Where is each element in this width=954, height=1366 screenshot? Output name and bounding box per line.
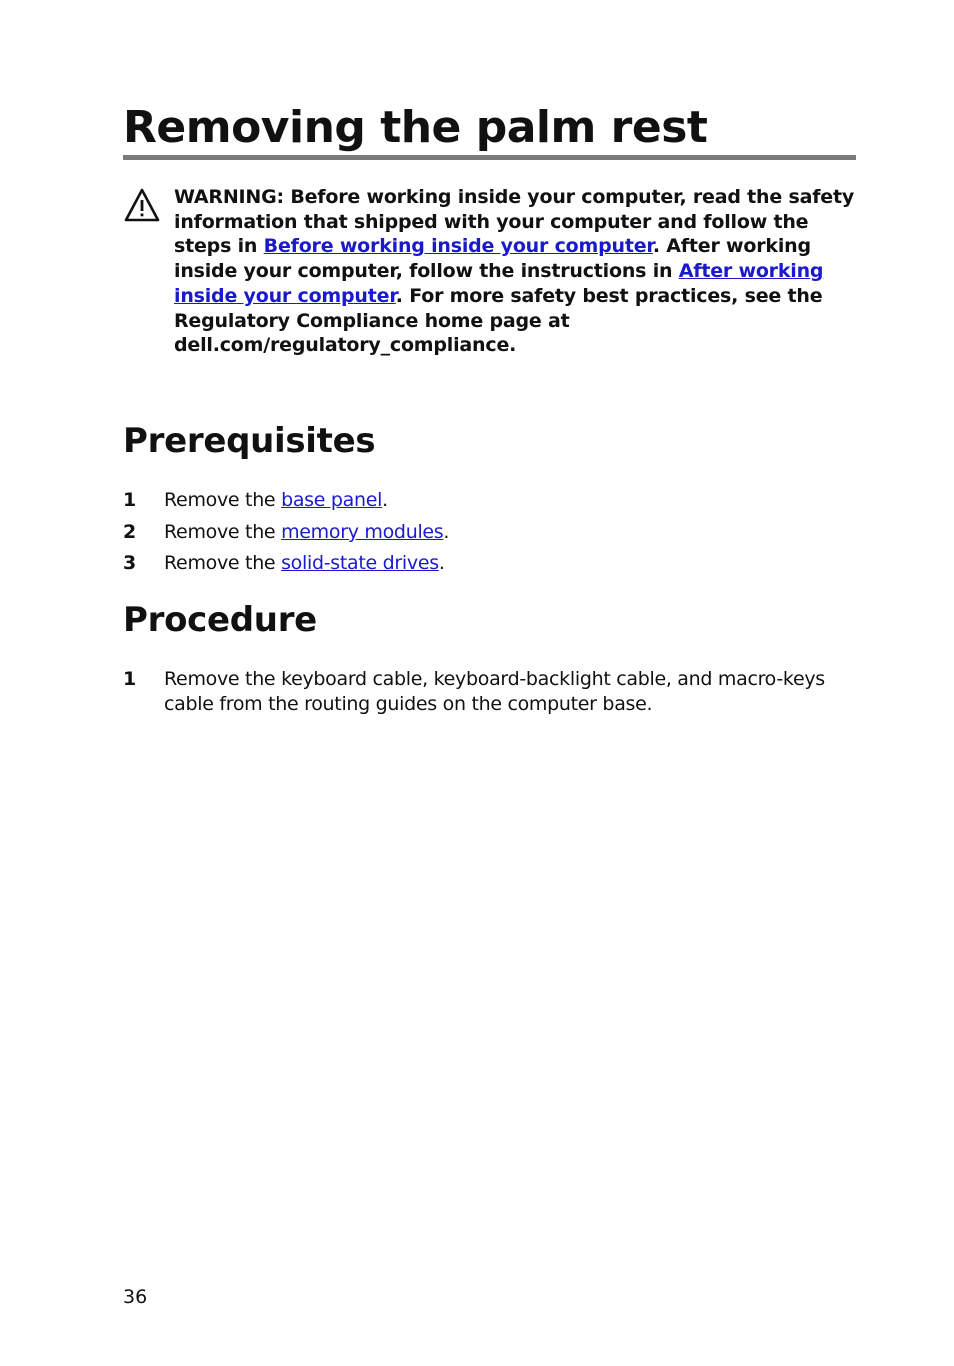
base-panel-link[interactable]: base panel — [281, 489, 383, 511]
title-divider — [123, 155, 856, 160]
step-text — [164, 520, 864, 545]
warning-triangle-icon — [123, 187, 161, 223]
step-number: 3 — [123, 552, 137, 574]
step-text — [164, 551, 864, 576]
step-number: 2 — [123, 521, 137, 543]
step-prefix: Remove the — [164, 552, 282, 574]
warning-text-part: . For more safety best practices, see the Regulatory Compliance home page at dell.com/regulatory_compliance. — [174, 284, 823, 357]
memory-modules-link[interactable]: memory modules — [281, 521, 444, 543]
step-prefix: Remove the — [164, 489, 282, 511]
step-number: 1 — [123, 489, 137, 511]
solid-state-drives-link[interactable]: solid-state drives — [281, 552, 439, 574]
warning-message — [174, 185, 864, 358]
procedure-heading: Procedure — [123, 600, 317, 640]
step-text: Remove the keyboard cable, keyboard-backlight cable, and macro-keys cable from the routing guides on the computer base. — [164, 668, 825, 715]
step-number: 1 — [123, 668, 137, 690]
after-working-link[interactable]: After working inside your computer — [174, 260, 824, 307]
warning-text-part: WARNING: Before working inside your computer, read the safety information that shipped with your computer and follow the steps in — [174, 186, 855, 258]
step-suffix: . — [438, 552, 445, 574]
prerequisites-heading: Prerequisites — [123, 421, 376, 461]
before-working-link[interactable]: Before working inside your computer — [263, 235, 653, 258]
step-prefix: Remove the — [164, 521, 282, 543]
step-suffix: . — [443, 521, 450, 543]
page-title: Removing the palm rest — [123, 102, 708, 153]
step-text — [164, 488, 864, 513]
warning-text-part: . After working inside your computer, follow the instructions in — [174, 235, 811, 283]
page-number: 36 — [123, 1286, 148, 1308]
step-suffix: . — [382, 489, 388, 511]
